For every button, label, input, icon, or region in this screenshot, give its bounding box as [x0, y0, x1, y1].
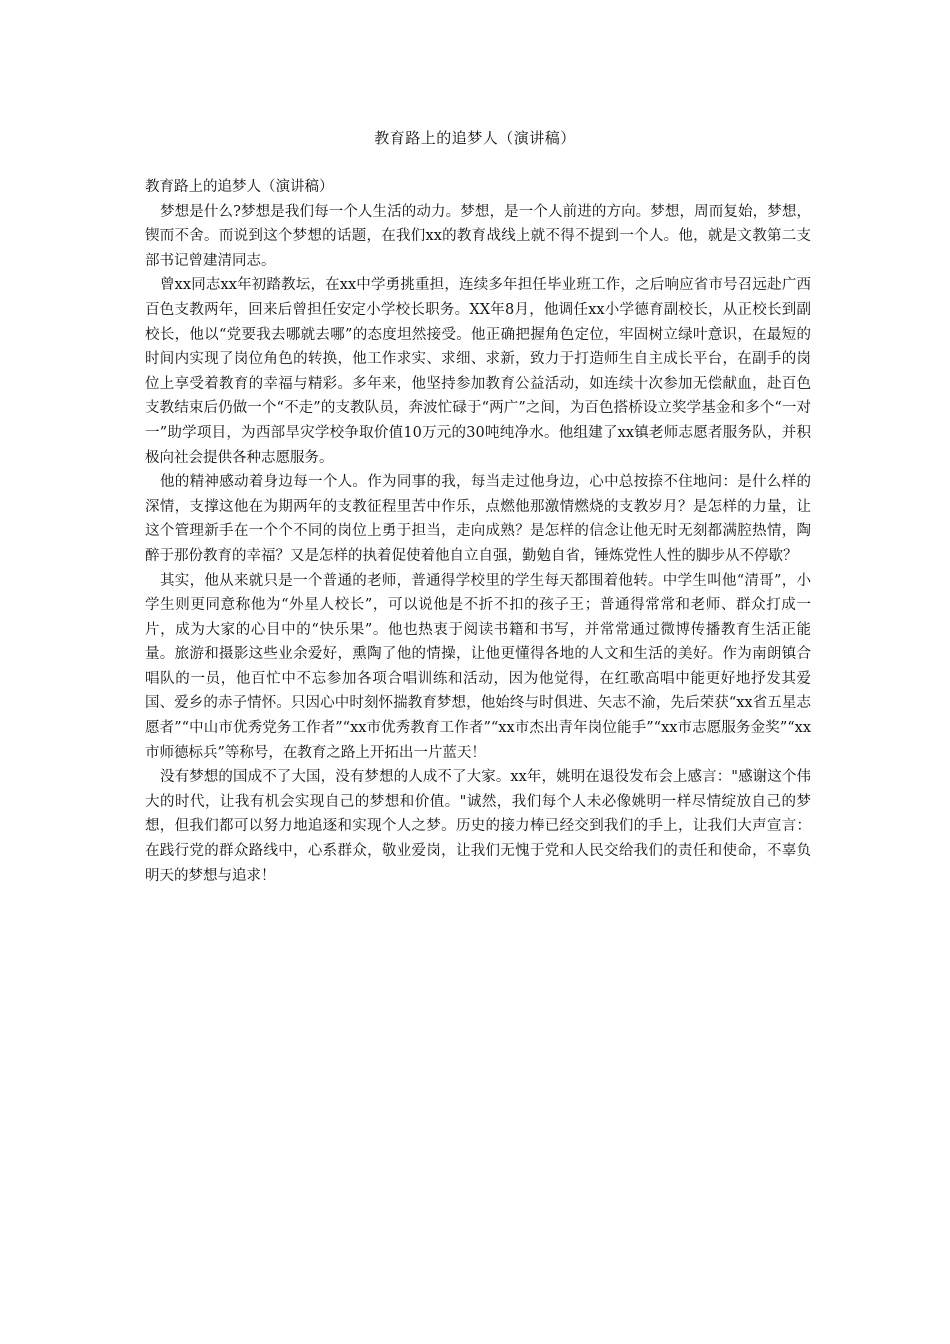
paragraph-ordinary-teacher: 其实，他从来就只是一个普通的老师，普通得学校里的学生每天都围着他转。中学生叫他“清哥”，小学生则更同意称他为“外星人校长”，可以说他是不折不扣的孩子王；普通得常常和老师、群众打成一片，成为大家的心目中的“快乐果”。他也热衷于阅读书籍和书写，并常常通过微博传播教育生活正能量。旅游和摄影这些业余爱好，熏陶了他的情操，让他更懂得各地的人文和生活的美好。作为南朗镇合唱队的一员，他百忙中不忘参加各项合唱训练和活动，因为他觉得，在红歌高唱中能更好地抒发其爱国、爱乡的赤子情怀。只因心中时刻怀揣教育梦想，他始终与时俱进、矢志不渝，先后荣获“xx省五星志愿者”“中山市优秀党务工作者”“xx市优秀教育工作者”“xx市杰出青年岗位能手”“xx市志愿服务金奖”“xx市师德标兵”等称号，在教育之路上开拓出一片蓝天！	[145, 572, 811, 761]
paragraph-career: 曾xx同志xx年初踏教坛，在xx中学勇挑重担，连续多年担任毕业班工作，之后响应省市号召远赴广西百色支教两年，回来后曾担任安定小学校长职务。XX年8月，他调任xx小学德育副校长，从正校长到副校长，他以“党要我去哪就去哪”的态度坦然接受。他正确把握角色定位，牢固树立绿叶意识，在最短的时间内实现了岗位角色的转换，他工作求实、求细、求新，致力于打造师生自主成长平台，在副手的岗位上享受着教育的幸福与精彩。多年来，他坚持参加教育公益活动，如连续十次参加无偿献血，赴百色支教结束后仍做一个“不走”的支教队员，奔波忙碌于“两广”之间，为百色搭桥设立奖学基金和多个“一对一”助学项目，为西部旱灾学校争取价值10万元的30吨纯净水。他组建了xx镇老师志愿者服务队，并积极向社会提供各种志愿服务。	[145, 277, 811, 466]
paragraph-intro: 梦想是什么?梦想是我们每一个人生活的动力。梦想，是一个人前进的方向。梦想，周而复始，梦想，锲而不舍。而说到这个梦想的话题，在我们xx的教育战线上就不得不提到一个人。他，就是文教第二支部书记曾建清同志。	[145, 203, 811, 269]
paragraph-inspiration: 他的精神感动着身边每一个人。作为同事的我，每当走过他身边，心中总按捺不住地问：是什么样的深情，支撑这他在为期两年的支教征程里苦中作乐，点燃他那激情燃烧的支教岁月？是怎样的力量，让这个管理新手在一个个不同的岗位上勇于担当，走向成熟？是怎样的信念让他无时无刻都满腔热情，陶醉于那份教育的幸福？又是怎样的执着促使着他自立自强，勤勉自省，锤炼党性人性的脚步从不停歇？	[145, 474, 811, 564]
document-title: 教育路上的追梦人（演讲稿）	[374, 129, 576, 147]
paragraph-conclusion: 没有梦想的国成不了大国，没有梦想的人成不了大家。xx年，姚明在退役发布会上感言："感谢这个伟大的时代，让我有机会实现自己的梦想和价值。"诚然，我们每个人未必像姚明一样尽情绽放自己的梦想，但我们都可以努力地追逐和实现个人之梦。历史的接力棒已经交到我们的手上，让我们大声宣言：在践行党的群众路线中，心系群众，敬业爱岗，让我们无愧于党和人民交给我们的责任和使命，不辜负明天的梦想与追求！	[145, 769, 811, 884]
document-body	[145, 175, 811, 888]
document-subtitle: 教育路上的追梦人（演讲稿）	[145, 179, 334, 195]
